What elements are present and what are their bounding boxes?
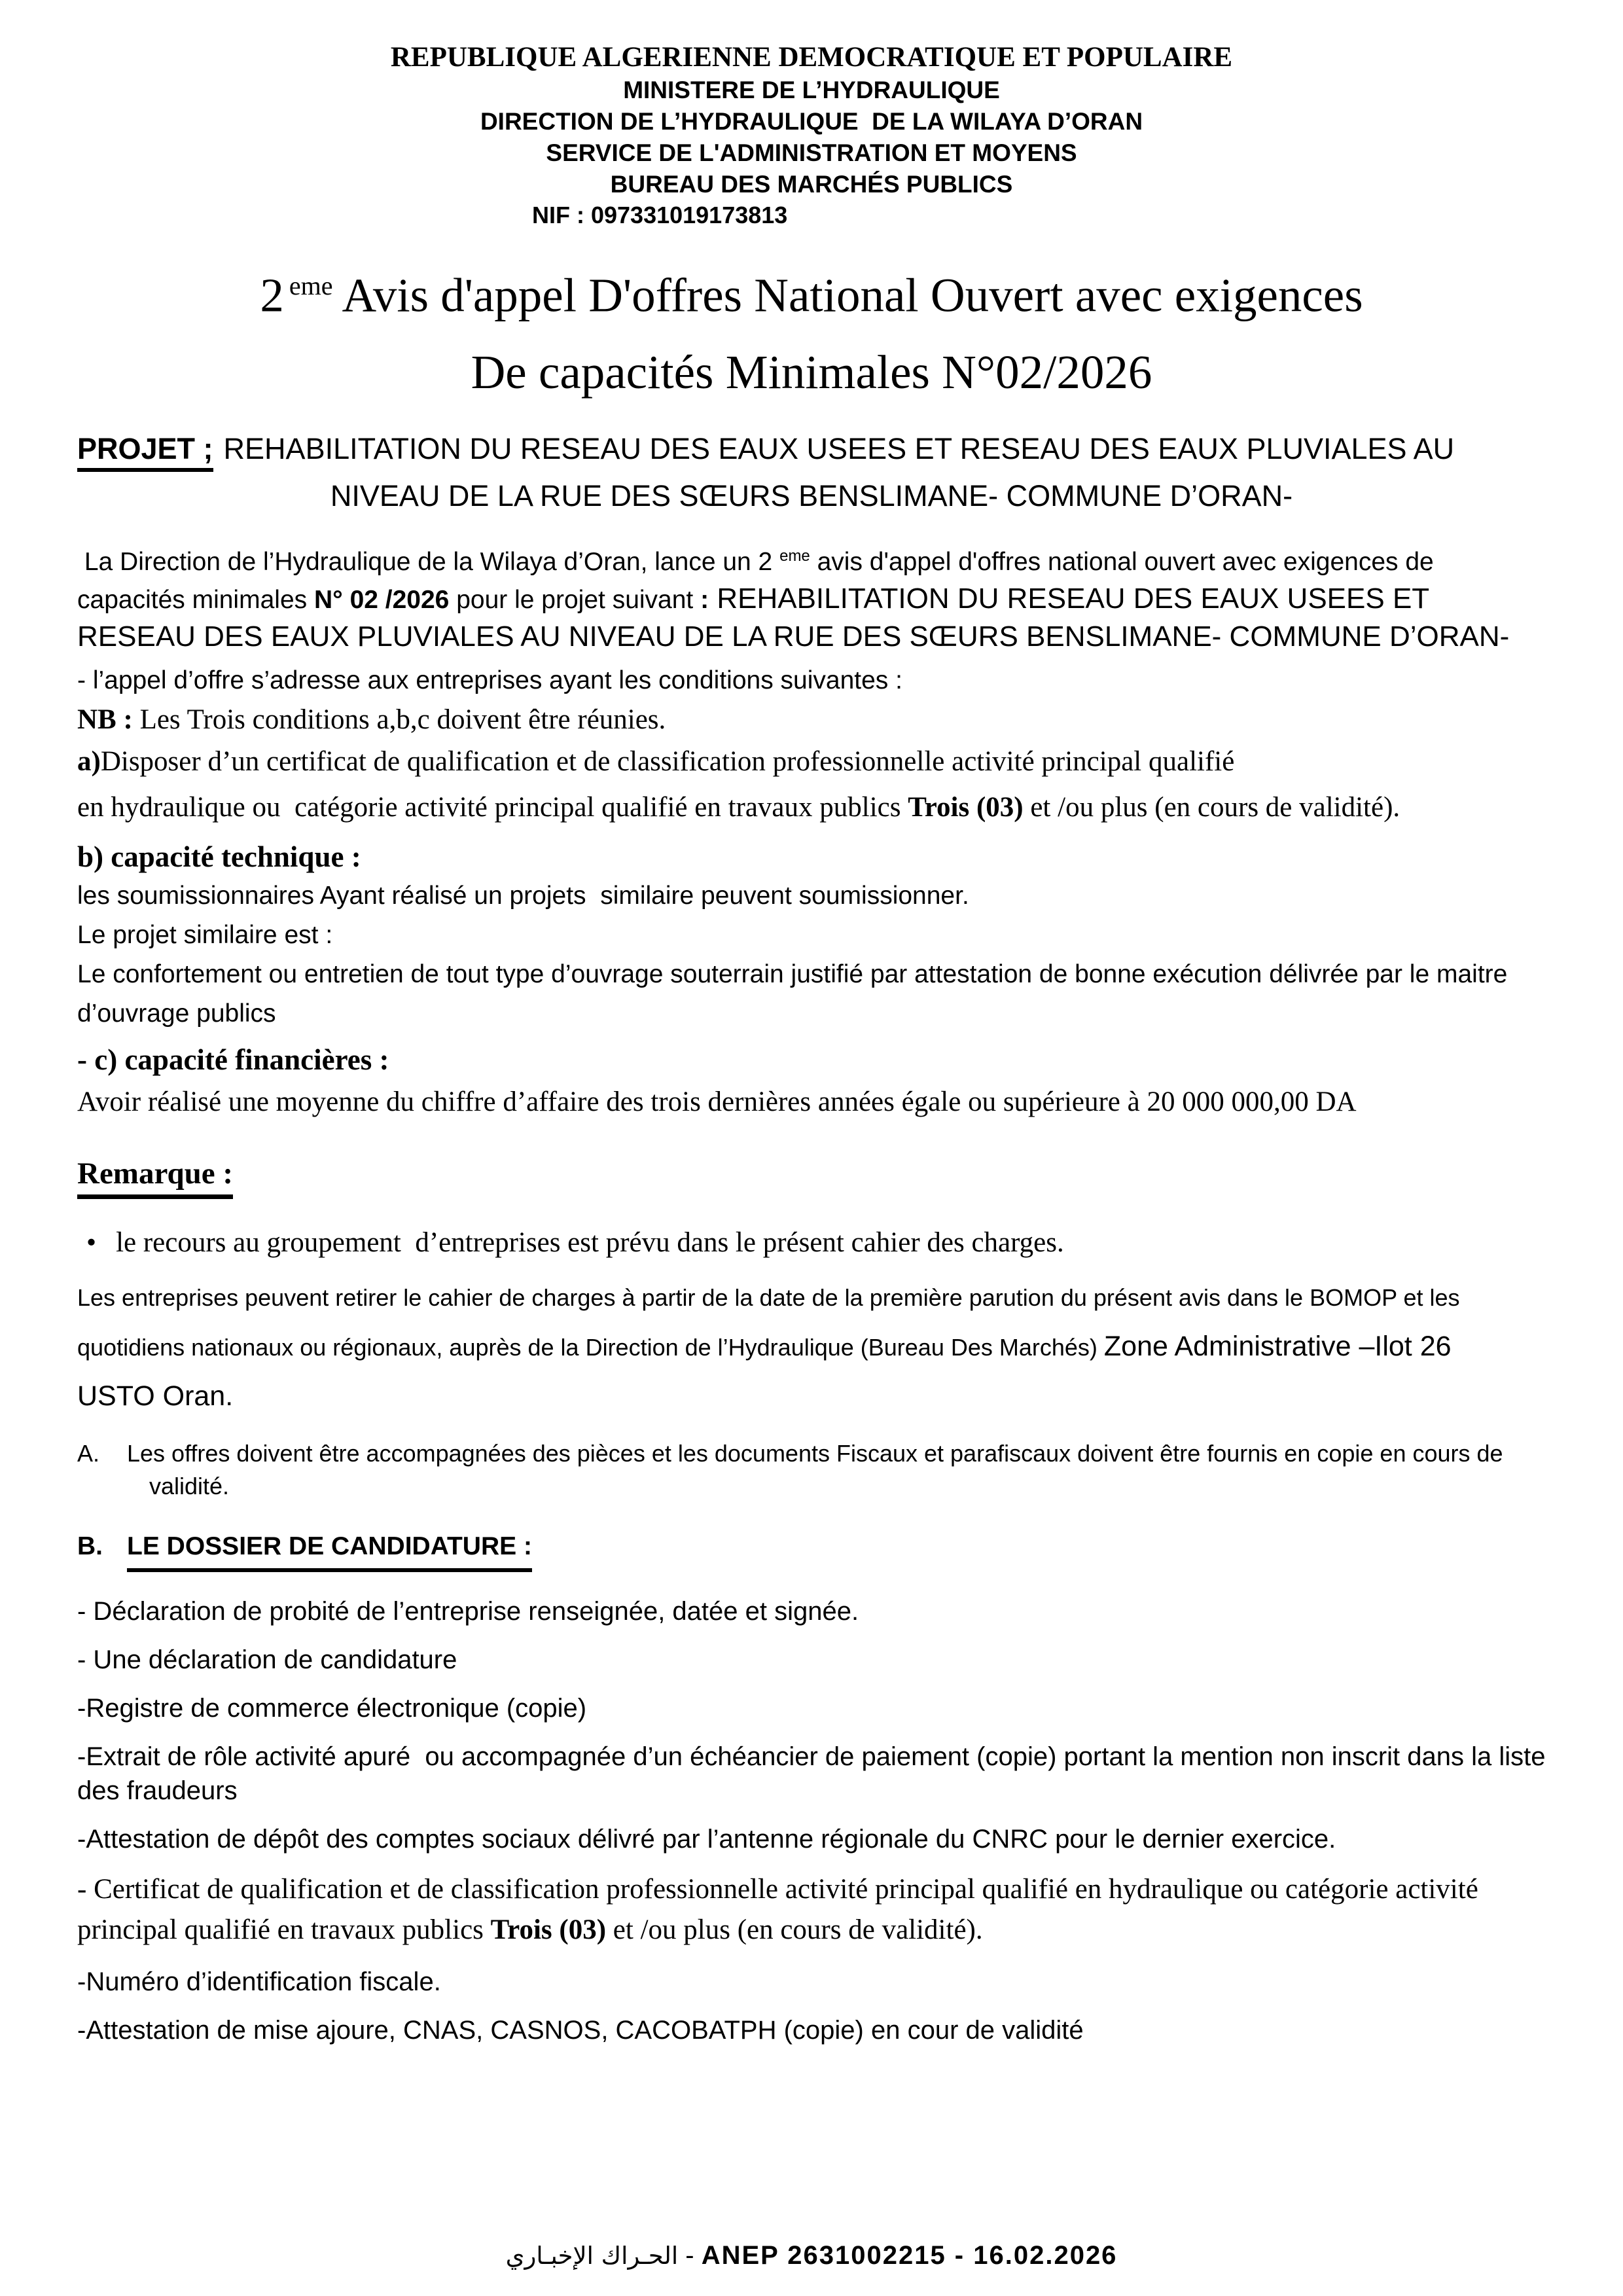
dossier-item-registre-commerce: -Registre de commerce électronique (copie) xyxy=(77,1694,587,1723)
title-number: 2 xyxy=(260,268,284,322)
condition-a-line2 xyxy=(77,785,1546,831)
item-b xyxy=(77,1529,1546,1572)
document-header xyxy=(77,41,1546,230)
condition-a-text: Disposer d’un certificat de qualification et de classification professionnelle activité principal qualifié xyxy=(100,746,1235,778)
dossier-item-mise-a-jour: -Attestation de mise ajoure, CNAS, CASNOS, CACOBATPH (copie) en cour de validité xyxy=(77,2016,1084,2045)
project-name-caps: REHABILITATION DU RESEAU DES EAUX USEES ET RESEAU DES EAUX PLUVIALES AU NIVEAU DE LA RUE DES SŒURS BENSLIMANE- COMMUNE D’ORAN- xyxy=(77,583,1510,653)
certificat-text-2: et /ou plus (en cours de validité). xyxy=(606,1914,983,1946)
retrait-paragraph xyxy=(77,1274,1546,1420)
item-a-label: A. xyxy=(77,1440,100,1467)
project-line1 xyxy=(77,431,1546,467)
dossier-candidature-heading: LE DOSSIER DE CANDIDATURE : xyxy=(127,1529,532,1572)
condition-b-line1: les soumissionnaires Ayant réalisé un projets similaire peuvent soumissionner. xyxy=(77,882,969,910)
project-label: PROJET ; xyxy=(77,432,213,472)
item-a-text: Les offres doivent être accompagnées des pièces et les documents Fiscaux et parafiscaux doivent être fournis en copie en cours de validité. xyxy=(127,1440,1510,1500)
zone-administrative: Zone Administrative –Ilot 26 xyxy=(1103,1331,1452,1363)
intro-text: La Direction de l’Hydraulique de la Wilaya d’Oran, lance un 2 xyxy=(77,548,780,577)
dossier-item-declaration-candidature: - Une déclaration de candidature xyxy=(77,1645,457,1675)
condition-a-text-3: et /ou plus (en cours de validité). xyxy=(1023,792,1400,823)
condition-c-heading: - c) capacité financières : xyxy=(77,1043,389,1077)
condition-a-bold: Trois (03) xyxy=(908,792,1024,823)
title-ordinal-sup: eme xyxy=(289,271,333,300)
project-title-part1: REHABILITATION DU RESEAU DES EAUX USEES ET RESEAU DES EAUX PLUVIALES AU xyxy=(223,432,1455,466)
retrait-text: Les entreprises peuvent retirer le cahier de charges à partir de la date de la première parution du présent avis dans le BOMOP et les quotidiens nationaux ou régionaux, auprès de la Direction de l’Hydraulique (Bureau Des Marchés) xyxy=(77,1284,1467,1361)
intro-paragraph xyxy=(77,538,1546,656)
remarque-bullet-text: le recours au groupement d’entreprises est prévu dans le présent cahier des charges. xyxy=(116,1227,1064,1259)
dossier-item-certificat-qualification xyxy=(77,1869,1546,1950)
remarque-heading: Remarque : xyxy=(77,1157,233,1199)
nb-text: Les Trois conditions a,b,c doivent être réunies. xyxy=(132,704,666,736)
intro-text-2: avis d'appel d'offres national ouvert avec exigences de capacités minimales xyxy=(77,548,1441,615)
condition-c-text: Avoir réalisé une moyenne du chiffre d’affaire des trois dernières années égale ou supérieure à 20 000 000,00 DA xyxy=(77,1086,1357,1118)
project-section xyxy=(77,431,1546,514)
arabic-publisher-name: الحـراك الإخبـاري xyxy=(505,2242,679,2270)
title-text: Avis d'appel D'offres National Ouvert avec exigences xyxy=(342,268,1363,322)
anep-footer xyxy=(0,2239,1623,2272)
certificat-text: - Certificat de qualification et de classification professionnelle activité principal qualifié en hydraulique ou catégorie activité principal qualifié en travaux publics xyxy=(77,1874,1486,1946)
bullet-icon: • xyxy=(86,1227,97,1259)
dossier-item-extrait-role: -Extrait de rôle activité apuré ou accompagnée d’un échéancier de paiement (copie) portant la mention non inscrit dans la liste des fraudeurs xyxy=(77,1742,1553,1806)
ministry-line: MINISTERE DE L’HYDRAULIQUE xyxy=(623,77,1000,103)
remarque-bullet-line xyxy=(77,1224,1546,1262)
item-b-label: B. xyxy=(77,1532,103,1561)
condition-b-line2: Le projet similaire est : xyxy=(77,921,333,950)
service-line: SERVICE DE L'ADMINISTRATION ET MOYENS xyxy=(546,139,1077,166)
item-a xyxy=(77,1437,1546,1503)
bureau-line: BUREAU DES MARCHÉS PUBLICS xyxy=(610,171,1013,198)
usto-oran: USTO Oran. xyxy=(77,1380,234,1412)
intro-text-3: pour le projet suivant xyxy=(449,586,701,615)
anep-reference: ANEP 2631002215 - 16.02.2026 xyxy=(701,2241,1118,2270)
nb-line xyxy=(77,701,1546,739)
nif-line: NIF : 097331019173813 xyxy=(532,202,788,228)
notice-title-line1 xyxy=(77,257,1546,325)
nb-label: NB : xyxy=(77,704,133,736)
dossier-item-nif: -Numéro d’identification fiscale. xyxy=(77,1967,441,1997)
conditions-intro-line: - l’appel d’offre s’adresse aux entreprises ayant les conditions suivantes : xyxy=(77,666,902,695)
condition-a-label: a) xyxy=(77,746,101,778)
republic-line: REPUBLIQUE ALGERIENNE DEMOCRATIQUE ET POPULAIRE xyxy=(390,42,1233,73)
dossier-item-declaration-probite: - Déclaration de probité de l’entreprise renseignée, datée et signée. xyxy=(77,1597,859,1626)
condition-a-text-2: en hydraulique ou catégorie activité principal qualifié en travaux publics xyxy=(77,792,908,823)
notice-title-line2: De capacités Minimales N°02/2026 xyxy=(471,346,1152,399)
direction-line: DIRECTION DE L’HYDRAULIQUE DE LA WILAYA D’ORAN xyxy=(480,108,1143,135)
tender-number: N° 02 /2026 xyxy=(313,586,450,615)
project-title-part2: NIVEAU DE LA RUE DES SŒURS BENSLIMANE- COMMUNE D’ORAN- xyxy=(330,479,1293,513)
dossier-item-attestation-cnrc: -Attestation de dépôt des comptes sociaux délivré par l’antenne régionale du CNRC pour le dernier exercice. xyxy=(77,1825,1336,1854)
notice-title xyxy=(77,257,1546,402)
condition-b-heading: b) capacité technique : xyxy=(77,840,361,874)
condition-b-line3: Le confortement ou entretien de tout type d’ouvrage souterrain justifié par attestation de bonne exécution délivrée par le maitre d’ouvrage publics xyxy=(77,960,1515,1028)
remarque-heading-wrap xyxy=(77,1153,1546,1202)
footer-separator: - xyxy=(678,2241,702,2270)
condition-a-line1 xyxy=(77,739,1546,785)
certificat-bold: Trois (03) xyxy=(490,1914,607,1946)
intro-ordinal-sup: eme xyxy=(779,547,810,565)
intro-colon: : xyxy=(700,586,709,615)
